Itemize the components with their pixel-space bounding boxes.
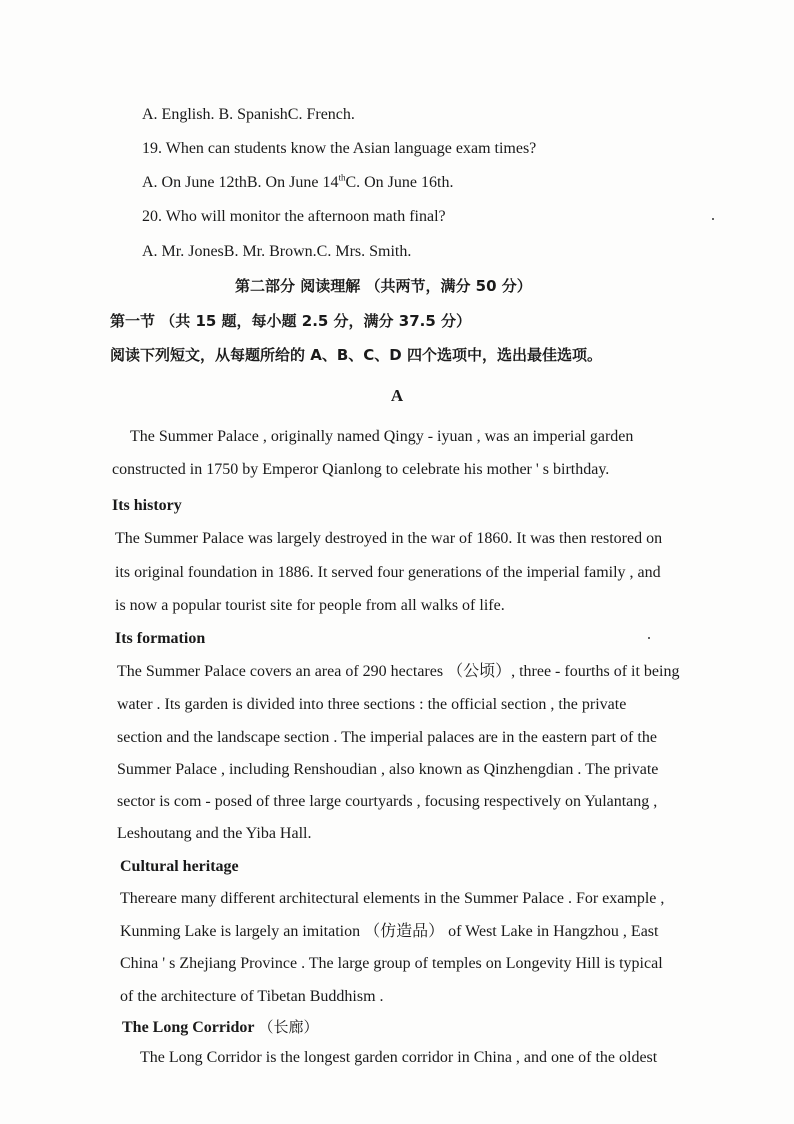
formation-heading: Its formation [115,630,206,647]
heritage-line-2: Kunming Lake is largely an imitation （仿造品） of West Lake in Hangzhou , East [120,923,659,940]
q19-options-suffix: C. On June 16th. [345,174,454,191]
heritage-line-1: Thereare many different architectural elements in the Summer Palace . For example , [120,890,665,907]
corridor-heading: The Long Corridor [122,1019,255,1036]
corridor-heading-row [122,1017,318,1038]
section1-heading: 第一节 （共 15 题，每小题 2.5 分，满分 37.5 分） [110,312,472,330]
q19-options-prefix: A. On June 12thB. On June 14 [142,174,339,191]
q19-options [142,173,453,193]
reading-instructions: 阅读下列短文，从每题所给的 A、B、C、D 四个选项中，选出最佳选项。 [110,346,602,364]
corridor-heading-cn: （长廊） [258,1018,319,1036]
intro-line-2: constructed in 1750 by Emperor Qianlong to celebrate his mother ' s birthday. [112,461,610,478]
history-line-2: its original foundation in 1886. It served four generations of the imperial family , and [115,564,661,581]
heritage-line-3: China ' s Zhejiang Province . The large group of temples on Longevity Hill is typical [120,955,663,972]
q20-options: A. Mr. JonesB. Mr. Brown.C. Mrs. Smith. [142,243,412,260]
history-heading: Its history [112,497,182,514]
formation-line-1: The Summer Palace covers an area of 290 hectares （公顷）, three - fourths of it being [117,663,680,680]
corridor-line-1: The Long Corridor is the longest garden corridor in China , and one of the oldest [140,1049,658,1066]
intro-line-1: The Summer Palace , originally named Qingy - iyuan , was an imperial garden [130,428,634,445]
passage-letter: A [390,386,404,405]
formation-line-4: Summer Palace , including Renshoudian , also known as Qinzhengdian . The private [117,761,659,778]
q18-options: A. English. B. SpanishC. French. [142,106,355,123]
scan-speck [712,218,714,220]
formation-line-3: section and the landscape section . The imperial palaces are in the eastern part of the [117,729,657,746]
scan-speck [648,637,650,639]
formation-line-6: Leshoutang and the Yiba Hall. [117,825,312,842]
history-line-1: The Summer Palace was largely destroyed in the war of 1860. It was then restored on [115,530,663,547]
question-19: 19. When can students know the Asian language exam times? [142,140,537,157]
question-20: 20. Who will monitor the afternoon math final? [142,208,446,225]
heritage-heading: Cultural heritage [120,858,239,875]
part2-title: 第二部分 阅读理解 （共两节，满分 50 分） [235,277,532,295]
formation-line-5: sector is com - posed of three large courtyards , focusing respectively on Yulantang , [117,793,658,810]
heritage-line-4: of the architecture of Tibetan Buddhism . [120,988,384,1005]
history-line-3: is now a popular tourist site for people from all walks of life. [115,597,505,614]
formation-line-2: water . Its garden is divided into three sections : the official section , the private [117,696,627,713]
q19-options-sup: th [338,172,346,183]
